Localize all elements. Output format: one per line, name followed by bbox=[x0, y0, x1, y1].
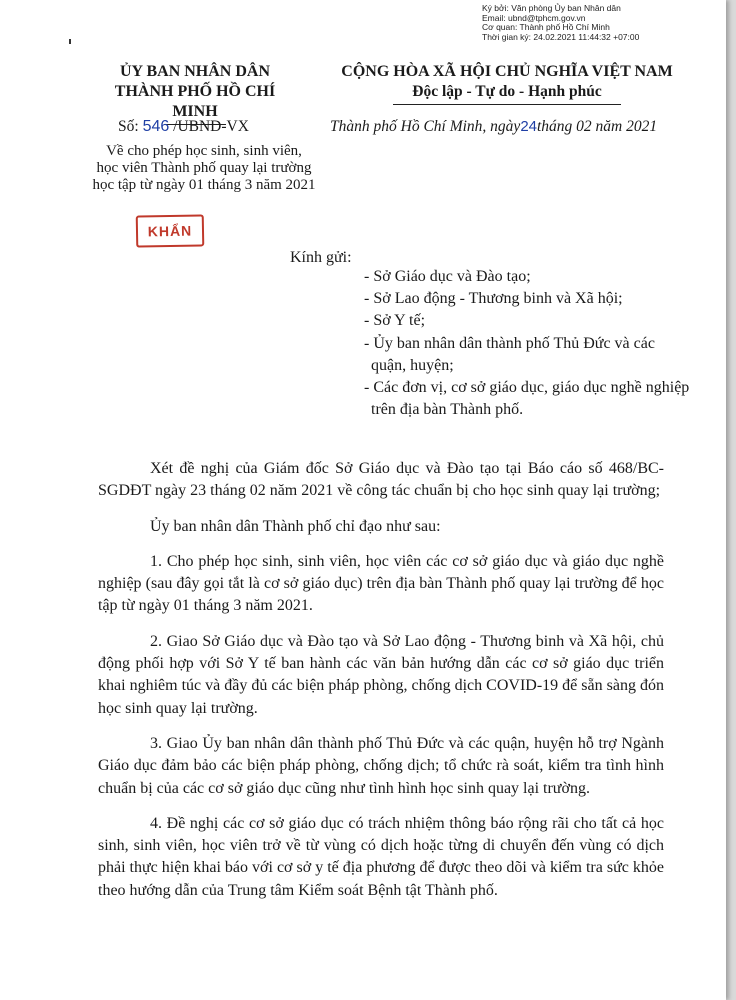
signature-agency: Cơ quan: Thành phố Hồ Chí Minh bbox=[482, 22, 610, 32]
document-body bbox=[98, 458, 664, 915]
subject-line: học viên Thành phố quay lại trường bbox=[96, 160, 312, 176]
issuing-authority bbox=[100, 62, 290, 125]
body-paragraph: 2. Giao Sở Giáo dục và Đào tạo và Sở Lao động - Thương binh và Xã hội, chủ động phối hợp với Sở Y tế ban hành các văn bản hướng dẫn các cơ sở giáo dục triển khai nghiêm túc và đầy đủ các biện pháp phòng, chống dịch COVID-19 để sẵn sàng đón học sinh quay lại trường. bbox=[98, 632, 664, 717]
motto-underline bbox=[393, 104, 621, 105]
scan-mark bbox=[69, 39, 71, 44]
recipients-list bbox=[364, 266, 694, 421]
doc-number-suffix: /UBND-VX bbox=[169, 118, 249, 135]
urgent-stamp: KHẨN bbox=[136, 214, 205, 247]
date-day: 24 bbox=[520, 118, 537, 135]
body-paragraph: Xét đề nghị của Giám đốc Sở Giáo dục và Đào tạo tại Báo cáo số 468/BC-SGDĐT ngày 23 tháng 02 năm 2021 về công tác chuẩn bị cho học sinh quay lại trường; bbox=[98, 460, 664, 500]
date-suffix: tháng 02 năm 2021 bbox=[537, 118, 658, 135]
body-paragraph: 3. Giao Ủy ban nhân dân thành phố Thủ Đức và các quận, huyện hỗ trợ Ngành Giáo dục đảm bảo các biện pháp phòng, chống dịch; tổ chức rà soát, kiểm tra tình hình chuẩn bị của các cơ sở giáo dục cũng như tình hình học sinh quay lại trường. bbox=[98, 734, 664, 797]
recipients-heading: Kính gửi: bbox=[290, 249, 352, 266]
authority-line1: ỦY BAN NHÂN DÂN bbox=[119, 63, 271, 80]
doc-number-prefix: Số: bbox=[118, 118, 143, 135]
issue-date bbox=[330, 118, 657, 136]
body-paragraph: 1. Cho phép học sinh, sinh viên, học viên các cơ sở giáo dục và giáo dục nghề nghiệp (sau đây gọi tắt là cơ sở giáo dục) trên địa bàn Thành phố quay lại trường để học tập từ ngày 01 tháng 3 năm 2021. bbox=[98, 552, 664, 615]
signature-signer: Ký bởi: Văn phòng Ủy ban Nhân dân bbox=[482, 3, 621, 13]
doc-number-value: 546 bbox=[142, 118, 170, 135]
body-paragraph: Ủy ban nhân dân Thành phố chỉ đạo như sau: bbox=[150, 517, 441, 535]
recipient-item: - Ủy ban nhân dân thành phố Thủ Đức và các quận, huyện; bbox=[364, 334, 655, 374]
national-name: CỘNG HÒA XÃ HỘI CHỦ NGHĨA VIỆT NAM bbox=[341, 63, 673, 80]
authority-line2: THÀNH PHỐ HỒ CHÍ MINH bbox=[114, 83, 276, 120]
subject-line: Về cho phép học sinh, sinh viên, bbox=[106, 143, 302, 159]
national-motto: Độc lập - Tự do - Hạnh phúc bbox=[412, 83, 602, 100]
national-title bbox=[322, 62, 692, 105]
recipient-item: - Sở Giáo dục và Đào tạo; bbox=[364, 268, 531, 285]
recipient-item: - Sở Y tế; bbox=[364, 312, 426, 330]
signature-time: Thời gian ký: 24.02.2021 11:44:32 +07:00 bbox=[482, 31, 640, 42]
body-paragraph: 4. Đề nghị các cơ sở giáo dục có trách nhiệm thông báo rộng rãi cho tất cả học sinh, sinh viên, học viên trở về từ vùng có dịch hoặc từng di chuyển đến vùng có dịch phải thực hiện khai báo với cơ sở y tế địa phương để được theo dõi và kiểm tra sức khỏe theo hướng dẫn của Trung tâm Kiểm soát Bệnh tật Thành phố. bbox=[98, 814, 664, 899]
digital-signature-box bbox=[482, 4, 639, 42]
document-number bbox=[118, 118, 249, 136]
signature-email: Email: ubnd@tphcm.gov.vn bbox=[482, 12, 586, 23]
document-subject bbox=[74, 143, 334, 194]
date-prefix: Thành phố Hồ Chí Minh, ngày bbox=[330, 118, 521, 135]
subject-line: học tập từ ngày 01 tháng 3 năm 2021 bbox=[92, 177, 316, 193]
recipient-item: - Sở Lao động - Thương binh và Xã hội; bbox=[364, 290, 623, 308]
recipient-item: - Các đơn vị, cơ sở giáo dục, giáo dục nghề nghiệp trên địa bàn Thành phố. bbox=[364, 379, 690, 419]
